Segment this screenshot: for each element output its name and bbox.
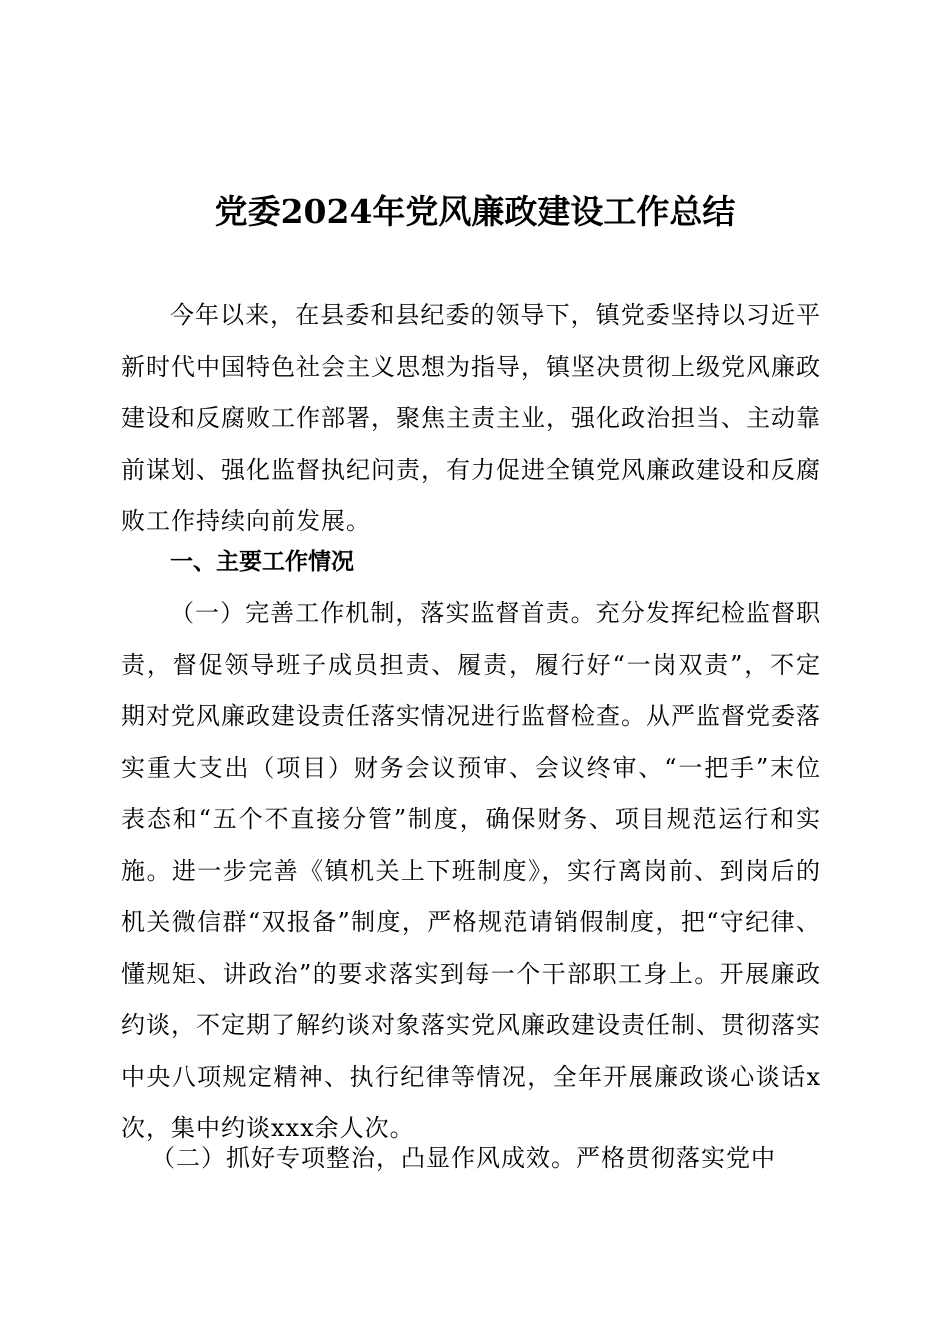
intro-paragraph: 今年以来，在县委和县纪委的领导下，镇党委坚持以习近平新时代中国特色社会主义思想为指导，镇坚决贯彻上级党风廉政建设和反腐败工作部署，聚焦主责主业，强化政治担当、主动靠前谋划、强化监督执纪问责，有力促进全镇党风廉政建设和反腐败工作持续向前发展。	[121, 301, 821, 535]
section-heading-main-work: 一、主要工作情况	[170, 549, 354, 575]
subsection-paragraph-2: （二）抓好专项整治，凸显作风成效。严格贯彻落实党中	[151, 1144, 776, 1172]
subsection-paragraph-1: （一）完善工作机制，落实监督首责。充分发挥纪检监督职责，督促领导班子成员担责、履责，履行好“一岗双责”，不定期对党风廉政建设责任落实情况进行监督检查。从严监督党委落实重大支出（项目）财务会议预审、会议终审、“一把手”末位表态和“五个不直接分管”制度，确保财务、项目规范运行和实施。进一步完善《镇机关上下班制度》，实行离岗前、到岗后的机关微信群“双报备”制度，严格规范请销假制度，把“守纪律、懂规矩、讲政治”的要求落实到每一个干部职工身上。开展廉政约谈，不定期了解约谈对象落实党风廉政建设责任制、贯彻落实中央八项规定精神、执行纪律等情况，全年开展廉政谈心谈话x次，集中约谈xxx余人次。	[121, 599, 821, 1142]
document-title: 党委2024年党风廉政建设工作总结	[214, 192, 736, 231]
